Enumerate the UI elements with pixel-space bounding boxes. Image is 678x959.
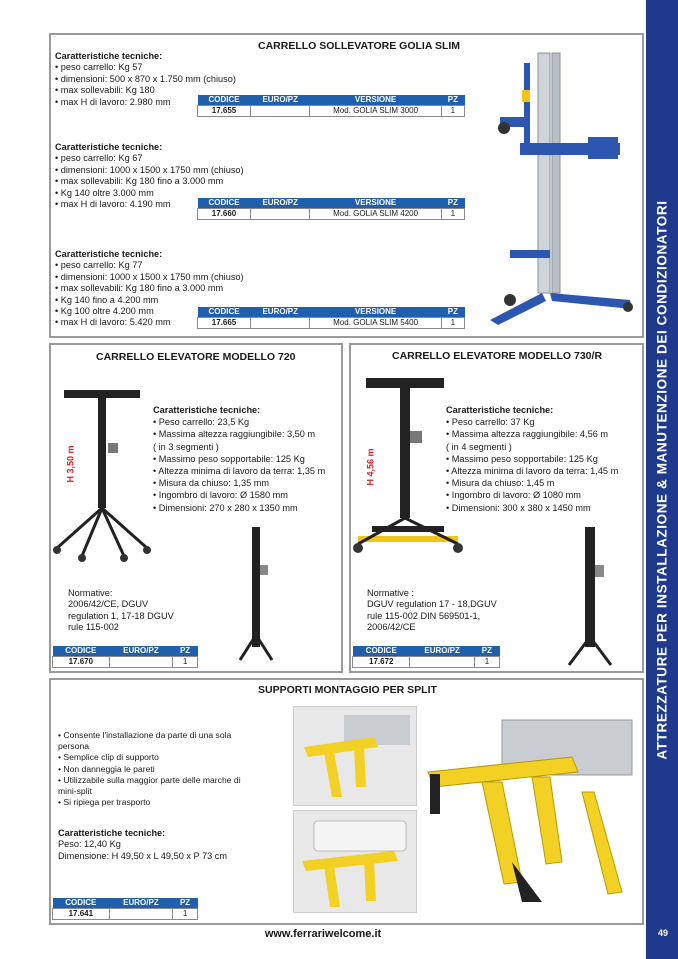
- model-720-normative: [68, 588, 174, 634]
- sidebar-title: ATTREZZATURE PER INSTALLAZIONE & MANUTENZIONE DEI CONDIZIONATORI: [654, 200, 670, 760]
- cell-pz: 1: [441, 105, 464, 116]
- golia-lift-image: [480, 45, 640, 325]
- cell-pz: 1: [441, 208, 464, 219]
- spec-heading: Caratteristiche tecniche:: [58, 828, 166, 838]
- spec-line: Peso: 12,40 Kg: [58, 839, 121, 850]
- cell-codice: 17.672: [353, 656, 410, 667]
- feature-line: • Consente l'installazione da parte di una sola: [58, 730, 232, 740]
- spec-line: • Ingombro di lavoro: Ø 1080 mm: [446, 490, 581, 501]
- th-euro: EURO/PZ: [251, 95, 310, 105]
- footer-url[interactable]: www.ferrariwelcome.it: [264, 928, 382, 940]
- th-versione: VERSIONE: [310, 95, 441, 105]
- cell-codice: 17.641: [53, 908, 110, 919]
- model-730-closed-image: [565, 525, 615, 670]
- norm-line: 2006/42/CE, DGUV: [68, 599, 149, 610]
- model-730-specs: [446, 404, 618, 514]
- th-codice: CODICE: [198, 307, 251, 317]
- model-730-title: CARRELLO ELEVATORE MODELLO 730/R: [392, 350, 603, 362]
- golia-title: CARRELLO SOLLEVATORE GOLIA SLIM: [258, 40, 461, 52]
- spec-heading: Caratteristiche tecniche:: [446, 405, 554, 415]
- spec-line: • Kg 140 oltre 3.000 mm: [55, 187, 154, 198]
- cell-euro: [251, 317, 310, 328]
- spec-line: • Peso carrello: 37 Kg: [446, 417, 535, 428]
- page-number: 49: [657, 928, 668, 938]
- model-720-code-table: [52, 646, 198, 668]
- cell-codice: 17.670: [53, 656, 110, 667]
- norm-line: Normative:: [68, 588, 113, 598]
- th-euro: EURO/PZ: [251, 307, 310, 317]
- split-photo-top: [293, 706, 417, 806]
- split-specs: [58, 828, 227, 862]
- th-versione: VERSIONE: [310, 198, 441, 208]
- cell-euro: [109, 908, 172, 919]
- cell-euro: [109, 656, 172, 667]
- spec-heading: Caratteristiche tecniche:: [153, 405, 261, 415]
- spec-line: • max sollevabili: Kg 180: [55, 85, 155, 96]
- model-720-height-label: H 3,50 m: [65, 445, 76, 483]
- model-720-title: CARRELLO ELEVATORE MODELLO 720: [96, 351, 296, 363]
- cell-euro: [251, 208, 310, 219]
- split-title: SUPPORTI MONTAGGIO PER SPLIT: [258, 684, 437, 696]
- spec-line: • peso carrello: Kg 77: [55, 260, 143, 271]
- spec-heading: Caratteristiche tecniche:: [55, 51, 163, 61]
- spec-line: • Dimensioni: 270 x 280 x 1350 mm: [153, 502, 298, 513]
- cell-codice: 17.660: [198, 208, 251, 219]
- feature-line: • Semplice clip di supporto: [58, 752, 159, 763]
- spec-line: • max H di lavoro: 5.420 mm: [55, 317, 171, 328]
- th-pz: PZ: [173, 898, 198, 908]
- spec-line: • Massima altezza raggiungibile: 3,50 m: [153, 429, 316, 440]
- cell-versione: Mod. GOLIA SLIM 3000: [310, 105, 441, 116]
- spec-line: • dimensioni: 500 x 870 x 1.750 mm (chiuso): [55, 73, 236, 84]
- spec-line: • Kg 140 fino a 4.200 mm: [55, 294, 159, 305]
- norm-line: rule 115-002 DIN 569501-1,: [367, 610, 481, 621]
- spec-line: • Massimo peso sopportabile: 125 Kg: [446, 453, 598, 464]
- spec-line: Dimensione: H 49,50 x L 49,50 x P 73 cm: [58, 850, 228, 861]
- cell-pz: 1: [474, 656, 499, 667]
- cell-euro: [410, 656, 474, 667]
- spec-line: • Kg 100 oltre 4.200 mm: [55, 306, 154, 317]
- spec-line: • Peso carrello: 23,5 Kg: [153, 417, 250, 428]
- norm-line: DGUV regulation 17 - 18,DGUV: [367, 599, 497, 610]
- spec-heading: Caratteristiche tecniche:: [55, 249, 163, 259]
- spec-line: • max H di lavoro: 2.980 mm: [55, 96, 171, 107]
- th-euro: EURO/PZ: [410, 646, 474, 656]
- split-support-icon: [422, 712, 638, 910]
- cell-pz: 1: [173, 908, 198, 919]
- spec-line: • Massima altezza raggiungibile: 4,56 m: [446, 429, 609, 440]
- spec-line: • dimensioni: 1000 x 1500 x 1750 mm (chiuso): [55, 164, 244, 175]
- spec-line: • peso carrello: Kg 57: [55, 62, 143, 73]
- spec-line: • Misura da chiuso: 1,45 m: [446, 478, 555, 489]
- model-730-code-table: [352, 646, 500, 668]
- norm-line: Normative :: [367, 588, 414, 598]
- spec-line: • Ingombro di lavoro: Ø 1580 mm: [153, 490, 288, 501]
- spec-line: • max sollevabili: Kg 180 fino a 3.000 mm: [55, 283, 224, 294]
- cell-codice: 17.655: [198, 105, 251, 116]
- spec-line: • peso carrello: Kg 67: [55, 153, 143, 164]
- cell-versione: Mod. GOLIA SLIM 5400: [310, 317, 441, 328]
- split-features: [58, 730, 241, 808]
- th-codice: CODICE: [198, 198, 251, 208]
- norm-line: regulation 1, 17-18 DGUV: [68, 610, 174, 621]
- th-pz: PZ: [173, 646, 198, 656]
- th-pz: PZ: [441, 95, 464, 105]
- spec-heading: Caratteristiche tecniche:: [55, 142, 163, 152]
- spec-line: • Altezza minima di lavoro da terra: 1,45 m: [446, 466, 619, 477]
- spec-line: • Massimo peso sopportabile: 125 Kg: [153, 453, 305, 464]
- spec-line: • Misura da chiuso: 1,35 mm: [153, 478, 270, 489]
- golia-code-table-1: [197, 95, 465, 117]
- norm-line: rule 115-002: [68, 622, 119, 633]
- th-pz: PZ: [441, 198, 464, 208]
- feature-line: • Si ripiega per trasporto: [58, 797, 151, 808]
- golia-code-table-2: [197, 198, 465, 220]
- spec-line: • Dimensioni: 300 x 380 x 1450 mm: [446, 502, 591, 513]
- cell-versione: Mod. GOLIA SLIM 4200: [310, 208, 441, 219]
- norm-line: 2006/42/CE: [367, 622, 416, 633]
- th-euro: EURO/PZ: [251, 198, 310, 208]
- split-photo-bottom: [293, 810, 417, 913]
- th-codice: CODICE: [53, 898, 110, 908]
- split-photo-main: [422, 712, 638, 910]
- spec-line: • max sollevabili: Kg 180 fino a 3.000 mm: [55, 176, 224, 187]
- split-unit-icon: [294, 811, 416, 912]
- feature-line: • Utilizzabile sulla maggior parte delle marche di: [58, 774, 241, 785]
- cell-codice: 17.665: [198, 317, 251, 328]
- cell-pz: 1: [441, 317, 464, 328]
- spec-line: ( in 4 segmenti ): [446, 441, 512, 452]
- split-bracket-icon: [294, 707, 416, 805]
- feature-line: persona: [58, 741, 90, 752]
- model-720-image: [52, 388, 152, 563]
- th-codice: CODICE: [53, 646, 110, 656]
- model-720-specs: [153, 404, 325, 514]
- spec-line: • Altezza minima di lavoro da terra: 1,35 m: [153, 466, 326, 477]
- feature-line: mini-split: [58, 786, 92, 797]
- th-versione: VERSIONE: [310, 307, 441, 317]
- cell-euro: [251, 105, 310, 116]
- spec-line: ( in 3 segmenti ): [153, 441, 219, 452]
- spec-line: • dimensioni: 1000 x 1500 x 1750 mm (chiuso): [55, 271, 244, 282]
- th-euro: EURO/PZ: [109, 898, 172, 908]
- split-code-table: [52, 898, 198, 920]
- cell-pz: 1: [173, 656, 198, 667]
- th-pz: PZ: [441, 307, 464, 317]
- golia-code-table-3: [197, 307, 465, 329]
- model-730-normative: [367, 588, 497, 634]
- th-codice: CODICE: [198, 95, 251, 105]
- th-codice: CODICE: [353, 646, 410, 656]
- spec-line: • max H di lavoro: 4.190 mm: [55, 199, 171, 210]
- feature-line: • Non danneggia le pareti: [58, 763, 155, 774]
- th-euro: EURO/PZ: [109, 646, 172, 656]
- model-730-height-label: H 4,56 m: [365, 448, 376, 486]
- th-pz: PZ: [474, 646, 499, 656]
- model-720-closed-image: [236, 525, 276, 665]
